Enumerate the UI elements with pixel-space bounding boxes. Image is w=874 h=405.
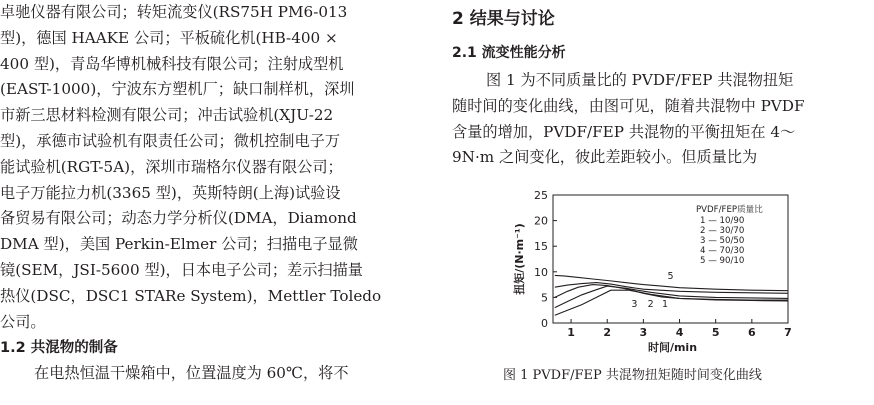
text-line: 市新三思材料检测有限公司；冲击试验机(XJU-22 [0, 106, 334, 125]
y-tick-label: 10 [534, 265, 548, 279]
text-line: 电子万能拉力机(3365 型)，英斯特朗(上海)试验设 [0, 183, 341, 202]
right-column [452, 0, 874, 171]
text-line: 公司。 [0, 312, 46, 331]
y-tick-label: 20 [534, 214, 548, 228]
y-axis-label: 扭矩/(N·m⁻¹) [513, 223, 526, 295]
subsection-heading: 1.2 共混物的制备 [0, 340, 118, 357]
text-line: 卓驰仪器有限公司；转矩流变仪(RS75H PM6-013 [0, 3, 348, 21]
x-tick-label: 3 [639, 326, 648, 339]
y-tick-label: 15 [534, 240, 548, 254]
x-tick-label: 2 [603, 326, 612, 339]
x-axis-label: 时间/min [647, 341, 698, 354]
legend-title: PVDF/FEP质量比 [696, 205, 763, 215]
x-tick-label: 7 [784, 326, 792, 339]
y-tick-label: 5 [541, 291, 548, 305]
legend-entry: 5 — 90/10 [700, 256, 745, 266]
text-line: 400 型)，青岛华博机械科技有限公司；注射成型机 [0, 54, 344, 73]
text-line: 随时间的变化曲线，由图可见，随着共混物中 PVDF [452, 96, 805, 115]
x-tick-label: 6 [748, 326, 756, 339]
text-line: 在电热恒温干燥箱中，位置温度为 60℃，将不 [34, 364, 349, 383]
figure-1 [488, 185, 818, 357]
text-line: 含量的增加，PVDF/FEP 共混物的平衡扭矩在 4～ [452, 122, 796, 141]
section-heading: 2 结果与讨论 [452, 9, 555, 29]
legend-entry: 3 — 50/50 [700, 236, 745, 246]
series-line-1 [555, 290, 788, 315]
y-tick-label: 0 [541, 317, 548, 330]
y-tick-label: 25 [534, 189, 548, 202]
curve-label: 3 [631, 299, 638, 311]
text-line: 9N·m 之间变化，彼此差距较小。但质量比为 [452, 148, 758, 167]
curve-label: 1 [662, 299, 669, 311]
legend-entry: 4 — 70/30 [700, 246, 745, 256]
text-line: 备贸易有限公司；动态力学分析仪(DMA，Diamond [0, 209, 357, 228]
text-line: (EAST-1000)，宁波东方塑机厂；缺口制样机，深圳 [0, 80, 355, 99]
text-line: 能试验机(RGT-5A)，深圳市瑞格尔仪器有限公司； [0, 157, 343, 176]
text-line: 型)，承德市试验机有限责任公司；微机控制电子万 [0, 131, 341, 150]
legend-entry: 2 — 30/70 [700, 226, 745, 236]
left-column [0, 0, 424, 387]
x-tick-label: 4 [675, 326, 684, 339]
subsection-heading: 2.1 流变性能分析 [452, 45, 566, 61]
curve-label: 2 [647, 299, 654, 311]
text-line: 图 1 为不同质量比的 PVDF/FEP 共混物扭矩 [486, 71, 794, 89]
text-line: 型)，德国 HAAKE 公司；平板硫化机(HB-400 × [0, 28, 338, 47]
text-line: 热仪(DSC，DSC1 STARe System)，Mettler Toledo [0, 286, 382, 305]
text-line: DMA 型)，美国 Perkin-Elmer 公司；扫描电子显微 [0, 235, 358, 254]
text-line: 镜(SEM，JSI-5600 型)，日本电子公司；差示扫描量 [0, 260, 363, 279]
legend-entry: 1 — 10/90 [700, 216, 745, 226]
x-tick-label: 5 [711, 326, 720, 339]
x-tick-label: 1 [567, 326, 575, 339]
curve-label: 5 [667, 270, 674, 282]
figure-caption: 图 1 PVDF/FEP 共混物扭矩随时间变化曲线 [503, 368, 762, 383]
torque-time-chart [488, 185, 818, 357]
